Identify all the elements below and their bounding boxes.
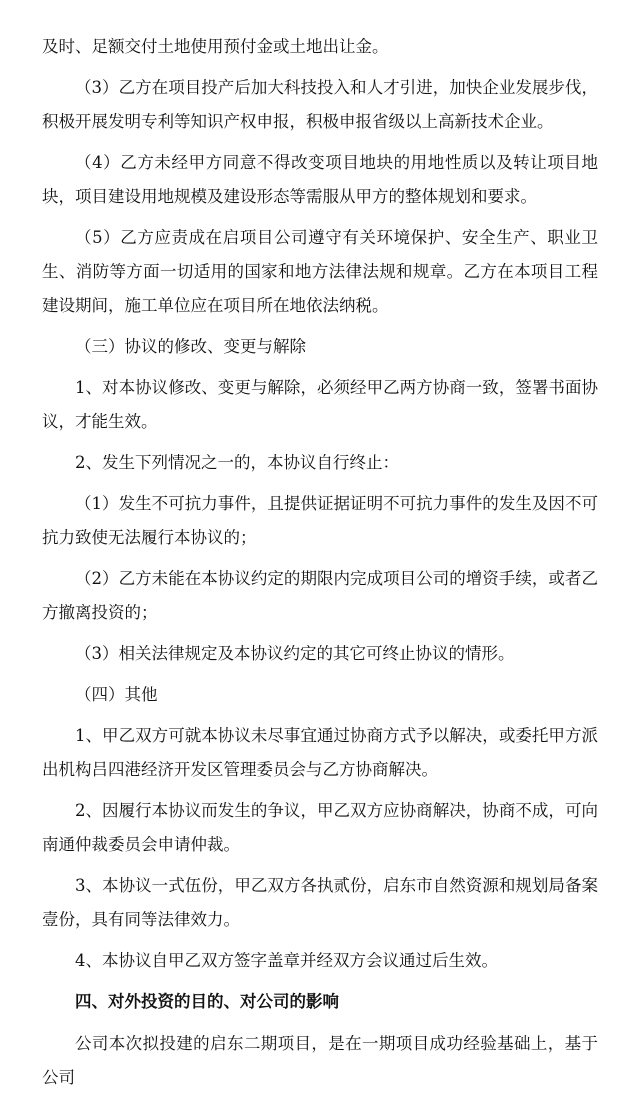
paragraph-amendment-clause-1: 1、对本协议修改、变更与解除，必须经甲乙两方协商一致，签署书面协议，才能生效。 [42,378,598,431]
paragraph-item-5-compliance: （5）乙方应责成在启项目公司遵守有关环境保护、安全生产、职业卫生、消防等方面一切适用的国家和地方法律法规和规章。乙方在本项目工程建设期间，施工单位应在项目所在地依法纳税。 [42,228,598,315]
document-page [42,30,598,1095]
paragraph-other-clause-4: 4、本协议自甲乙双方签字盖章并经双方会议通过后生效。 [75,951,498,970]
paragraph-amendment-clause-2: 2、发生下列情况之一的，本协议自行终止： [75,453,399,472]
paragraph-termination-item-1: （1）发生不可抗力事件，且提供证据证明不可抗力事件的发生及因不可抗力致使无法履行本协议的； [42,494,598,547]
paragraph-item-4-land-use: （4）乙方未经甲方同意不得改变项目地块的用地性质以及转让项目地块，项目建设用地规模及建设形态等需服从甲方的整体规划和要求。 [42,153,598,206]
paragraph-termination-item-3: （3）相关法律规定及本协议约定的其它可终止协议的情形。 [75,644,515,663]
paragraph-termination-item-2: （2）乙方未能在本协议约定的期限内完成项目公司的增资手续，或者乙方撤离投资的； [42,569,598,622]
paragraph-other-clause-3: 3、本协议一式伍份，甲乙双方各执贰份，启东市自然资源和规划局备案壹份，具有同等法律效力。 [42,876,598,929]
subsection-heading-amendment: （三）协议的修改、变更与解除 [75,337,306,356]
paragraph-other-clause-2: 2、因履行本协议而发生的争议，甲乙双方应协商解决，协商不成，可向南通仲裁委员会申请仲裁。 [42,801,598,854]
paragraph-other-clause-1: 1、甲乙双方可就本协议未尽事宜通过协商方式予以解决，或委托甲方派出机构吕四港经济开发区管理委员会与乙方协商解决。 [42,726,598,779]
subsection-heading-other: （四）其他 [75,685,158,704]
paragraph-land-payment: 及时、足额交付土地使用预付金或土地出让金。 [42,37,389,56]
paragraph-investment-purpose: 公司本次拟投建的启东二期项目，是在一期项目成功经验基础上，基于公司 [42,1034,598,1087]
paragraph-item-3-tech-investment: （3）乙方在项目投产后加大科技投入和人才引进，加快企业发展步伐，积极开展发明专利等知识产权申报，积极申报省级以上高新技术企业。 [42,78,598,131]
section-heading-investment-purpose: 四、对外投资的目的、对公司的影响 [75,992,339,1011]
